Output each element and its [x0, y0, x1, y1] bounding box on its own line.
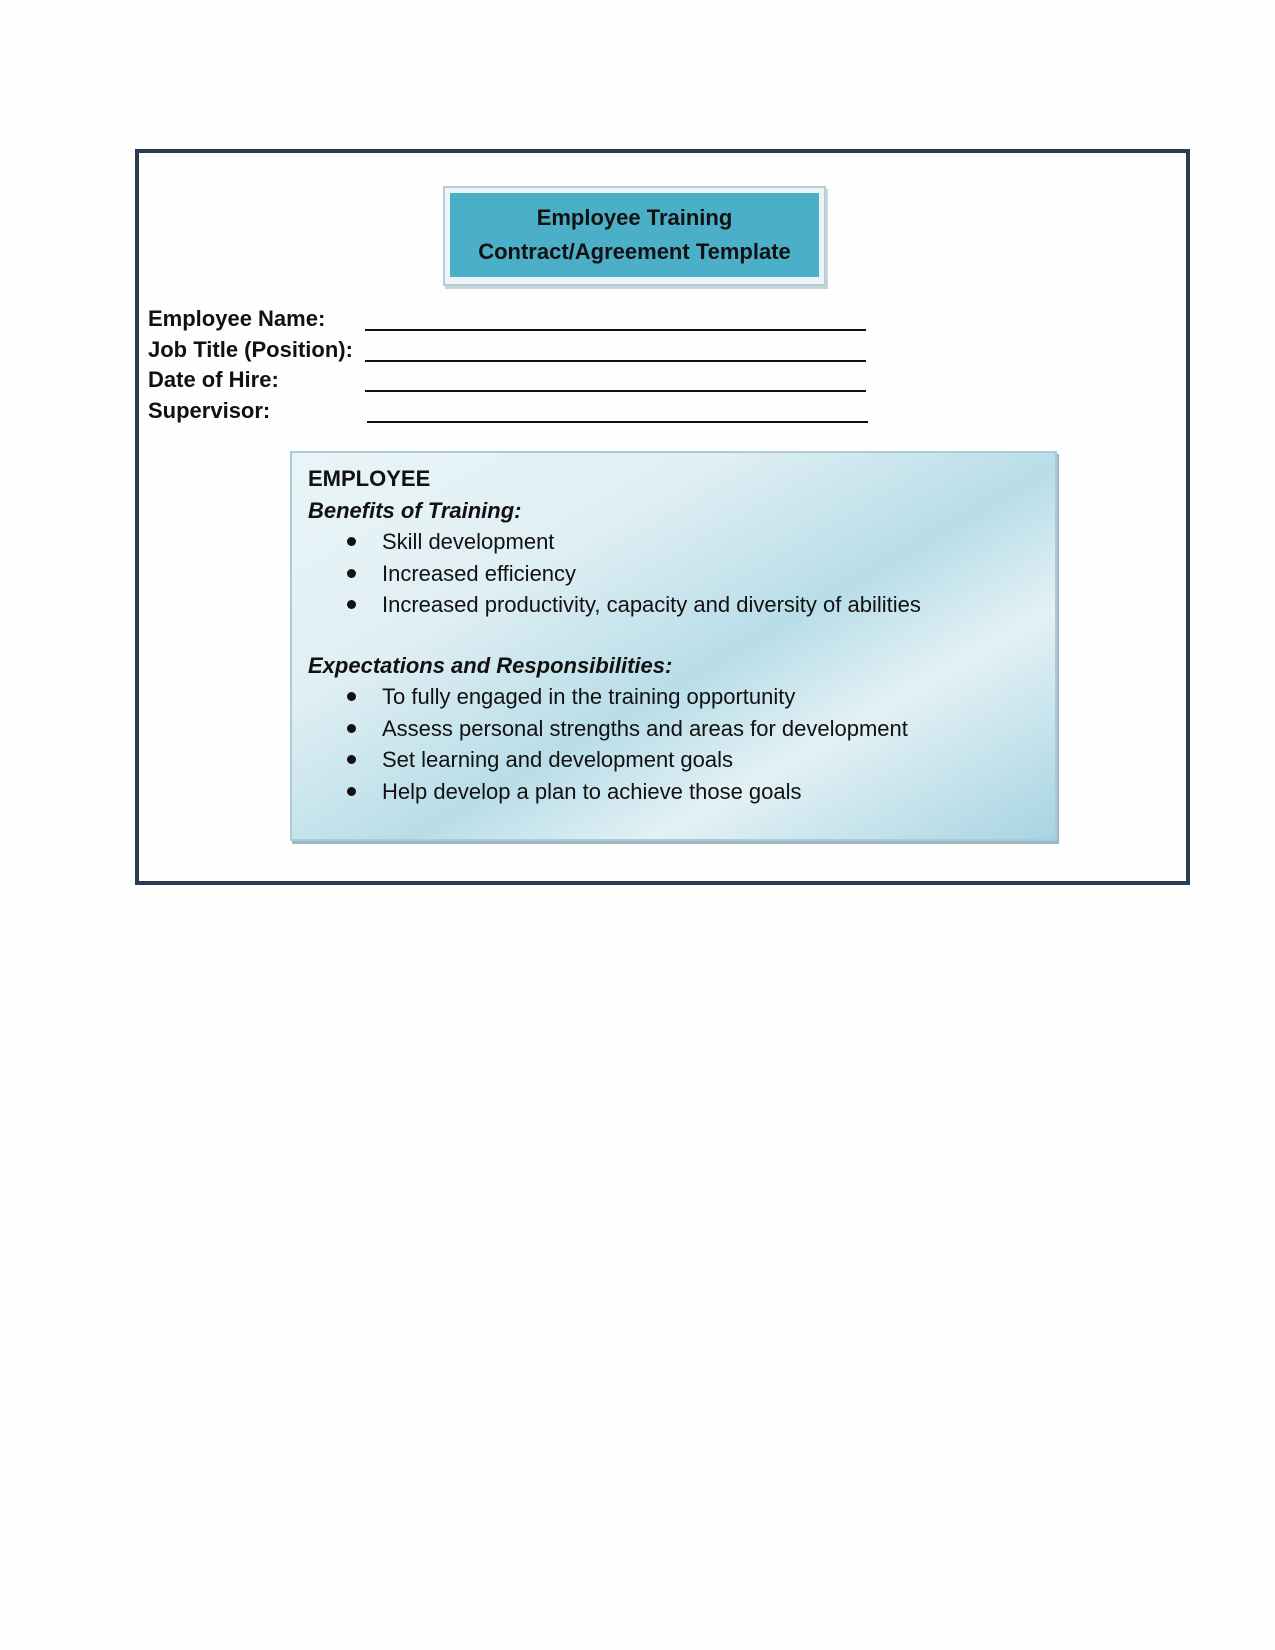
- employee-info-fields: [148, 304, 888, 426]
- list-item: Set learning and development goals: [308, 744, 1055, 776]
- list-item: Assess personal strengths and areas for development: [308, 713, 1055, 745]
- field-label-employee-name: Employee Name:: [148, 306, 326, 331]
- bullet-icon: [347, 787, 356, 796]
- list-item: Help develop a plan to achieve those goals: [308, 776, 1055, 808]
- bullet-icon: [347, 692, 356, 701]
- employee-section-box: [290, 451, 1057, 841]
- field-employee-name: [148, 304, 888, 335]
- date-of-hire-blank-line[interactable]: [365, 390, 866, 392]
- title-line-1: Employee Training: [536, 205, 733, 230]
- title-box: [443, 186, 826, 286]
- bullet-icon: [347, 755, 356, 764]
- field-label-date-of-hire: Date of Hire:: [148, 367, 279, 392]
- field-job-title: [148, 335, 888, 366]
- field-label-supervisor: Supervisor:: [148, 397, 271, 423]
- field-supervisor: [148, 396, 888, 427]
- employee-heading: EMPLOYEE: [308, 466, 431, 491]
- expectations-heading: Expectations and Responsibilities:: [308, 652, 673, 678]
- section-spacer: [308, 621, 1055, 650]
- list-item: Increased efficiency: [308, 558, 1055, 590]
- title-line-2: Contract/Agreement Template: [478, 239, 791, 264]
- bullet-icon: [347, 724, 356, 733]
- expectations-list: [308, 681, 1055, 807]
- field-date-of-hire: [148, 365, 888, 396]
- list-item: Increased productivity, capacity and diversity of abilities: [308, 589, 1055, 621]
- field-label-job-title: Job Title (Position):: [148, 336, 353, 362]
- employee-name-blank-line[interactable]: [365, 329, 866, 331]
- list-item: Skill development: [308, 526, 1055, 558]
- supervisor-blank-line[interactable]: [367, 421, 868, 423]
- bullet-icon: [347, 569, 356, 578]
- title-box-inner: [450, 193, 819, 277]
- job-title-blank-line[interactable]: [365, 360, 866, 362]
- list-item: To fully engaged in the training opportunity: [308, 681, 1055, 713]
- benefits-list: [308, 526, 1055, 621]
- bullet-icon: [347, 600, 356, 609]
- bullet-icon: [347, 537, 356, 546]
- benefits-heading: Benefits of Training:: [308, 497, 522, 523]
